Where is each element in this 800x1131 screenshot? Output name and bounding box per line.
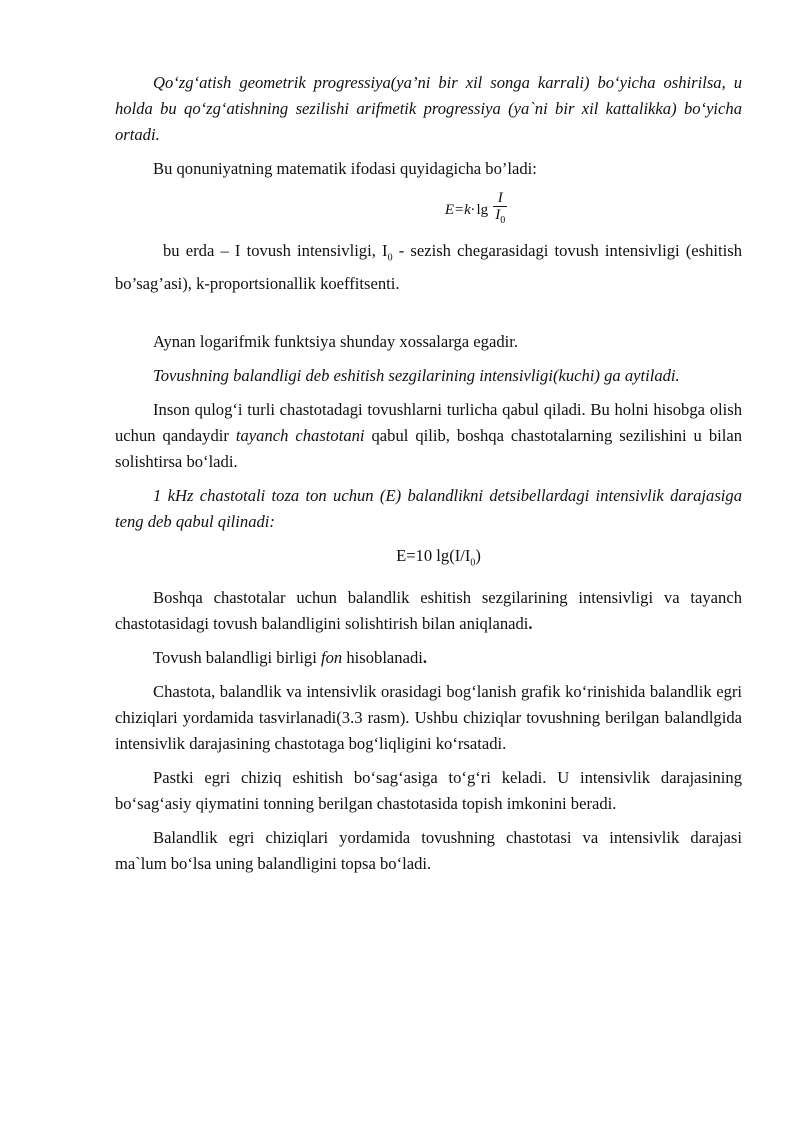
formula-numerator: I	[497, 190, 503, 206]
paragraph-9-part-b: hisoblanadi	[342, 647, 423, 667]
formula-expression	[350, 190, 507, 229]
formula-decibel-subscript: 0	[470, 557, 476, 569]
paragraph-4: Aynan logarifmik funktsiya shunday xossalarga egadir.	[153, 332, 518, 352]
paragraph-12: Balandlik egri chiziqlari yordamida tovushning chastotasi va intensivlik darajasi ma`lum bo‘lsa uning balandligini topsa bo‘ladi.	[115, 827, 742, 873]
paragraph-9-part-a: Tovush balandligi birligi	[153, 647, 321, 667]
formula-lg: lg	[476, 201, 489, 218]
formula-decibel-part-b: )	[475, 546, 481, 566]
paragraph-8-text: Boshqa chastotalar uchun balandlik eshitish sezgilarining intensivligi va tayanch chastotasidagi tovush balandligini solishtirish bilan aniqlanadi	[115, 587, 742, 633]
paragraph-3-part-b: - sezish chegarasidagi tovush intensivligi (eshitish bo’sag’asi), k-proportsionallik koeffitsenti.	[115, 241, 742, 294]
formula-denominator	[493, 206, 507, 229]
paragraph-6-part-a: Inson qulog‘i turli chastotadagi tovushlarni turlicha qabul qiladi. Bu holni hisobga olish uchun qandaydir	[115, 400, 742, 446]
formula-denominator-sub: 0	[500, 215, 506, 226]
paragraph-5: Tovushning balandligi deb eshitish sezgilarining intensivligi(kuchi) ga aytiladi.	[153, 366, 680, 386]
paragraph-11: Pastki egri chiziq eshitish bo‘sag‘asiga to‘g‘ri keladi. U intensivlik darajasining bo‘sag‘asiy qiymatini tonning berilgan chastotasida topish imkonini beradi.	[115, 767, 742, 813]
paragraph-1: Qo‘zg‘atish geometrik progressiya(ya’ni bir xil songa karrali) bo‘yicha oshirilsa, u holda bu qo‘zg‘atishning sezilishi arifmetik progressiya (ya`ni bir xil kattalikka) bo‘yicha ortadi.	[115, 73, 742, 144]
paragraph-9-period: .	[422, 647, 428, 667]
formula-decibel	[115, 543, 742, 576]
formula-decibel-part-a: E=10 lg(I/I	[396, 546, 471, 566]
paragraph-3	[115, 238, 742, 297]
paragraph-8	[115, 585, 742, 637]
formula-denominator-base: I	[495, 207, 501, 223]
paragraph-8-period: .	[528, 613, 533, 633]
formula-lhs: E=k·	[444, 201, 475, 218]
formula-fraction	[493, 190, 507, 229]
paragraph-2: Bu qonuniyatning matematik ifodasi quyidagicha bo’ladi:	[153, 159, 537, 178]
paragraph-9-italic: fon	[321, 647, 343, 667]
paragraph-7: 1 kHz chastotali toza ton uchun (E) balandlikni detsibellardagi intensivlik darajasiga teng deb qabul qilinadi:	[115, 486, 742, 532]
paragraph-3-part-a: bu erda – I tovush intensivligi, I	[163, 241, 388, 260]
paragraph-10: Chastota, balandlik va intensivlik orasidagi bog‘lanish grafik ko‘rinishida balandlik egri chiziqlari yordamida tasvirlanadi(3.3 rasm). Ushbu chiziqlar tovushning berilgan balandlgida intensivlik darajasining chastotaga bog‘liqligini ko‘rsatadi.	[115, 681, 742, 753]
paragraph-6-part-b: qabul qilib, boshqa chastotalarning sezilishini u bilan solishtirsa bo‘ladi.	[115, 426, 742, 472]
paragraph-3-subscript: 0	[387, 252, 393, 264]
paragraph-6-italic: tayanch chastotani	[235, 426, 365, 446]
paragraph-6	[115, 397, 742, 475]
formula-logarithmic	[115, 190, 742, 236]
paragraph-9	[115, 645, 742, 671]
